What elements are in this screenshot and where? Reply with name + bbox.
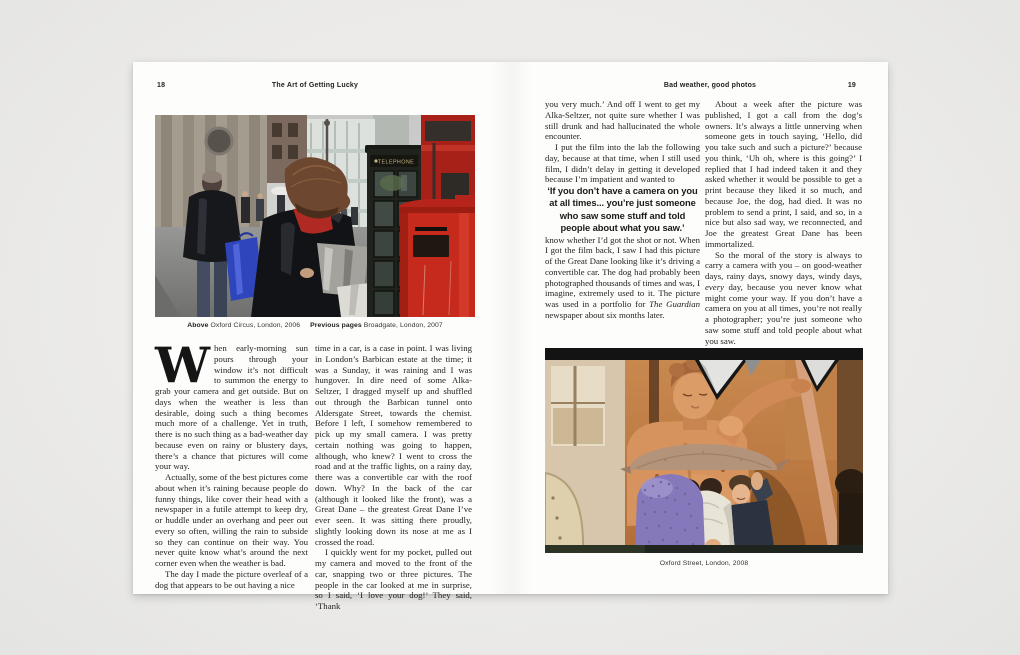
- drop-cap: W: [155, 336, 211, 394]
- caption-text-above: Oxford Circus, London, 2006: [208, 322, 301, 329]
- street-strip-green: [545, 545, 645, 553]
- book-spread: [133, 62, 888, 611]
- caption-text-previous-pages: Broadgate, London, 2007: [361, 322, 443, 329]
- body-paragraph: About a week after the picture was published, I got a call from the dog’s owners. It’s always a little unnerving when someone gets in touch saying, ‘Hello, did you take such and such a picture?’ because you think, ‘Uh oh, where is this going?’ I replied that I had indeed taken it and they asked whether it would be possible to get a print because they liked it so much, and because Joe, the dog, had died. It was no problem to send a print, I said, and so, in a nice but also sad way, we reconnected, and Joe the greatest Great Dane has been immortalized.: [705, 99, 862, 249]
- left-page-column-1: [155, 336, 308, 590]
- photo-caption-left: [155, 322, 475, 329]
- body-paragraph: time in a car, is a case in point. I was living in London’s Barbican estate at the time; it was a Sunday, it was raining and I was hungover. In dire need of some Alka-Seltzer, I dragged myself up and shuffled out through the Barbican tunnel onto Aldersgate Street, towards the chemist. Before I left, I somehow remembered to pick up my small camera. I was pretty certain nothing was going to happen, although, who knew? I went to cross the road and at the traffic lights, on a rainy day, there was a convertible car with the roof down. Why? In the back of the car (although it looked like the front), was a Great Dane – the greatest Great Dane I’ve ever seen. It was sitting there proudly, slightly looking down its nose at me as I crossed the road.: [315, 343, 472, 547]
- body-paragraph: When early-morning sun pours through your window it’s not difficult to summon the energy to grab your camera and get outside. But on days when the weather is less than desirable, doing such a thing becomes much more of a challenge. Yet in truth, there is no such thing as a bad-weather day because even on rainy or blustery days, there’s a chance that pictures will come your way.: [155, 336, 308, 472]
- body-paragraph: you very much.’ And off I went to get my Alka-Seltzer, not quite sure whether I was still drunk and had hallucinated the whole encounter.: [545, 99, 700, 142]
- billboard-top-bar: [545, 348, 863, 360]
- pull-quote: ‘If you don’t have a camera on you at all times... you’re just someone who saw some stuff and told people about what you saw.’: [547, 185, 698, 234]
- caption-label-above: Above: [187, 322, 209, 329]
- right-page-column-1: [545, 99, 700, 321]
- page-number-left: 18: [157, 82, 166, 89]
- red-post-box: [399, 195, 475, 317]
- body-paragraph: So the moral of the story is always to carry a camera with you – on good-weather days, rainy days, snowy days, windy days, every day, because you never know what might come your way. If you don’t have a camera on you at all times, you’re not really a photographer; you’re just someone who saw some stuff and told people about what you saw.: [705, 249, 862, 346]
- photo-oxford-circus: [155, 115, 475, 317]
- caption-label-previous-pages: Previous pages: [310, 322, 362, 329]
- italic-publication-name: The Guardian: [649, 299, 700, 310]
- page-number-right: 19: [847, 82, 856, 89]
- woman-purple-hood: [635, 474, 705, 553]
- telephone-sign-text: TELEPHONE: [377, 159, 415, 166]
- photo-oxford-street: [545, 348, 863, 553]
- body-paragraph: I put the film into the lab the following day, because at that time, when I still used film, I didn’t delay in getting it developed because I’m impatient and wanted to: [545, 142, 700, 185]
- page-gutter: [490, 62, 532, 594]
- body-paragraph: I quickly went for my pocket, pulled out my camera and moved to the front of the car, snapping two or three pictures. The people in the car looked at me in surprise, so I said, ‘I love your dog!’ They said, ‘Thank: [315, 547, 472, 611]
- post-box-plaque: [413, 235, 449, 257]
- body-paragraph: The day I made the picture overleaf of a dog that appears to be out having a nice: [155, 568, 308, 590]
- running-head-chapter-title: Bad weather, good photos: [663, 82, 757, 89]
- running-head-book-title: The Art of Getting Lucky: [271, 82, 359, 89]
- body-paragraph: know whether I’d got the shot or not. When I got the film back, I saw I had this picture of the Great Dane looking like it’s driving a convertible car. The dog had probably been photographed thousands of times and was, I imagine, extremely used to it. The picture was used in a portfolio for The Guardian newspaper about six months later.: [545, 234, 700, 320]
- body-paragraph: Actually, some of the best pictures come about when it’s raining because people do funny things, like cover their head with a newspaper in a futile attempt to keep dry, or huddle under an overhang and peer out every so often, willing the rain to subside so they can continue on their way. You never quite know what’s around the next corner even when the weather is bad.: [155, 472, 308, 568]
- right-silhouette: [835, 360, 863, 553]
- italic-emphasis: every: [705, 281, 725, 292]
- left-page-column-2: [315, 343, 472, 612]
- photo-caption-right: Oxford Street, London, 2008: [659, 560, 749, 567]
- right-page-column-2: [705, 99, 862, 346]
